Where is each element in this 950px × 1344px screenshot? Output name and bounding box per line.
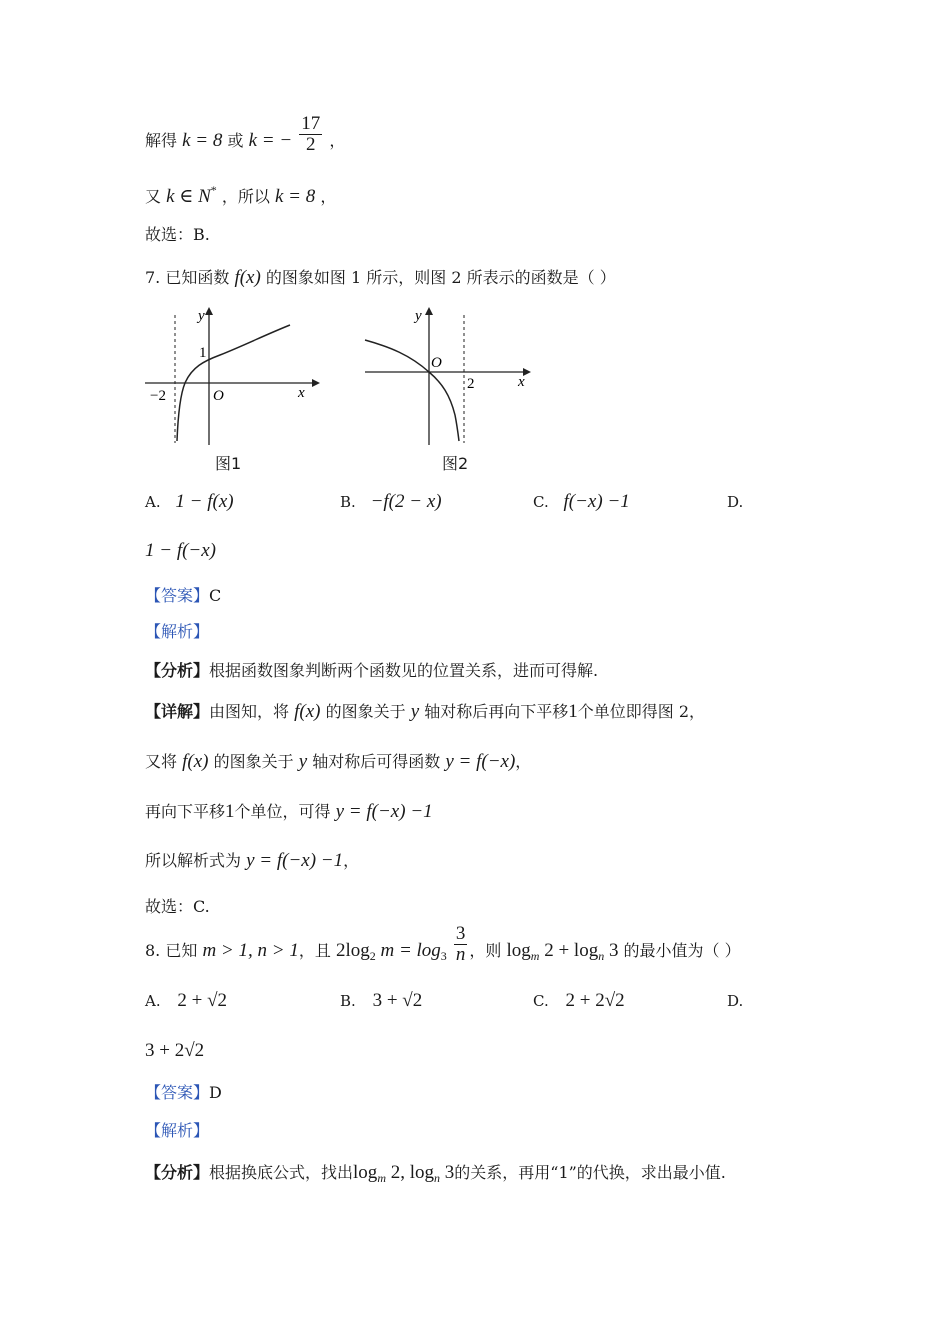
solve-line bbox=[145, 113, 346, 155]
option-expr: 3 + √2 bbox=[372, 990, 423, 1011]
text: 根据换底公式，找出 bbox=[209, 1163, 354, 1182]
text: 轴对称后可得函数 bbox=[312, 752, 441, 771]
text: 的图象关于 bbox=[325, 702, 406, 721]
q8-analysis bbox=[145, 1121, 209, 1141]
q8-answer bbox=[145, 1083, 222, 1103]
answer-value: C bbox=[209, 586, 222, 605]
text: 个单位，可得 bbox=[234, 802, 331, 821]
text: ， bbox=[320, 187, 337, 206]
denominator: 2 bbox=[306, 134, 316, 155]
fenxi-tag: 【分析】 bbox=[145, 1163, 210, 1182]
math: y = f(−x) −1 bbox=[246, 850, 344, 871]
q7-xiangjie-4 bbox=[145, 851, 359, 871]
math: m > 1, n > 1 bbox=[202, 940, 299, 961]
math: 1 bbox=[225, 801, 235, 822]
option-label: B. bbox=[340, 493, 356, 511]
text: ，则 bbox=[469, 941, 502, 960]
q7-option-b bbox=[340, 492, 442, 512]
q8-option-b bbox=[340, 991, 422, 1011]
q8-fenxi bbox=[145, 1163, 726, 1188]
numerator: 3 bbox=[455, 923, 466, 944]
math: 2 + log bbox=[539, 940, 599, 961]
text: 的图象如图 1 所示，则图 2 所表示的函数是（ ） bbox=[265, 268, 616, 287]
text: 又将 bbox=[145, 752, 178, 771]
math: y bbox=[410, 701, 420, 722]
option-label: C. bbox=[533, 992, 549, 1010]
choose-line: 故选：B. bbox=[145, 225, 210, 244]
option-label: C. bbox=[533, 493, 549, 511]
math: k = 8 bbox=[182, 130, 223, 151]
text: ，所以 bbox=[221, 187, 270, 206]
figure-1 bbox=[140, 305, 320, 445]
origin-label: O bbox=[213, 388, 224, 404]
option-expr: 2 + √2 bbox=[177, 990, 228, 1011]
natural-line bbox=[145, 180, 336, 207]
text: 的最小值为（ ） bbox=[623, 941, 741, 960]
text: 个单位即得图 2， bbox=[577, 702, 706, 721]
text: 8. 已知 bbox=[145, 941, 198, 960]
subscript: n bbox=[434, 1171, 441, 1185]
origin-label: O bbox=[431, 355, 442, 371]
math: log bbox=[506, 940, 531, 961]
option-expr: 1 − f(−x) bbox=[145, 540, 217, 561]
option-label: D. bbox=[727, 493, 744, 511]
denominator: n bbox=[455, 944, 466, 965]
option-label: B. bbox=[340, 992, 356, 1010]
q7-option-a bbox=[145, 492, 234, 512]
text: ， bbox=[515, 752, 532, 771]
math: 3 bbox=[604, 940, 619, 961]
math: 2, log bbox=[385, 1162, 435, 1183]
math: 2log bbox=[335, 940, 370, 961]
q8-stem bbox=[145, 923, 741, 966]
y-label: y bbox=[415, 308, 422, 324]
math: k = − bbox=[248, 130, 293, 151]
q7-choose: 故选：C. bbox=[145, 897, 210, 916]
text: 由图知，将 bbox=[209, 702, 290, 721]
text: 轴对称后再向下平移 bbox=[424, 702, 569, 721]
text: 解得 bbox=[145, 131, 178, 150]
q7-xiangjie-2 bbox=[145, 752, 531, 772]
x-label: x bbox=[298, 385, 305, 401]
numerator: 17 bbox=[301, 113, 321, 134]
text: 再向下平移 bbox=[145, 802, 226, 821]
math: k ∈ N bbox=[166, 186, 211, 207]
option-expr: f(−x) −1 bbox=[563, 491, 630, 512]
q8-option-a bbox=[145, 991, 227, 1011]
math: log bbox=[353, 1162, 378, 1183]
q7-option-d-expr bbox=[145, 541, 216, 561]
fenxi-text: 根据函数图象判断两个函数见的位置关系，进而可得解. bbox=[209, 661, 599, 680]
option-expr: 2 + 2√2 bbox=[565, 990, 625, 1011]
text: 的图象关于 bbox=[213, 752, 294, 771]
q7-option-c bbox=[533, 492, 630, 512]
option-label: A. bbox=[145, 992, 161, 1010]
y-label: y bbox=[198, 308, 205, 324]
x-arrow-icon bbox=[312, 379, 320, 387]
option-label: D. bbox=[727, 992, 744, 1010]
math: y = f(−x) −1 bbox=[335, 801, 433, 822]
x-label: x bbox=[518, 374, 525, 390]
math: f(x) bbox=[234, 267, 261, 288]
tick-1: 1 bbox=[199, 345, 207, 361]
answer-value: D bbox=[209, 1083, 222, 1102]
q7-answer bbox=[145, 586, 221, 606]
fraction bbox=[299, 114, 322, 155]
text: ，且 bbox=[298, 941, 331, 960]
subscript: 3 bbox=[440, 949, 447, 963]
analysis-tag: 【解析】 bbox=[145, 1121, 210, 1140]
math: f(x) bbox=[294, 701, 321, 722]
fraction bbox=[454, 924, 468, 965]
tick-neg2: −2 bbox=[150, 388, 166, 404]
superscript: * bbox=[210, 183, 217, 197]
math: y bbox=[298, 751, 308, 772]
math: 1 bbox=[568, 701, 578, 722]
subscript: m bbox=[530, 949, 540, 963]
text: 又 bbox=[145, 187, 162, 206]
math: m = log bbox=[375, 940, 441, 961]
figure-2 bbox=[360, 305, 540, 445]
subscript: m bbox=[377, 1171, 386, 1185]
tick-2: 2 bbox=[467, 376, 475, 392]
option-expr: 3 + 2√2 bbox=[145, 1040, 205, 1061]
math: f(x) bbox=[182, 751, 209, 772]
q7-option-d bbox=[727, 492, 743, 512]
q8-option-d bbox=[727, 991, 743, 1011]
subscript: 2 bbox=[369, 949, 376, 963]
answer-tag: 【答案】 bbox=[145, 1083, 210, 1102]
math: y = f(−x) bbox=[445, 751, 516, 772]
math: k = 8 bbox=[274, 186, 316, 207]
text: 或 bbox=[227, 131, 244, 150]
q7-fenxi bbox=[145, 661, 598, 681]
option-expr: −f(2 − x) bbox=[370, 491, 442, 512]
math: 3 bbox=[440, 1162, 455, 1183]
text: ， bbox=[329, 131, 346, 150]
fenxi-tag: 【分析】 bbox=[145, 661, 210, 680]
answer-tag: 【答案】 bbox=[145, 586, 210, 605]
curve bbox=[365, 340, 459, 441]
option-label: A. bbox=[145, 493, 161, 511]
text: 的关系，再用“1”的代换，求出最小值. bbox=[454, 1163, 726, 1182]
y-arrow-icon bbox=[425, 307, 433, 315]
xiangjie-tag: 【详解】 bbox=[145, 702, 210, 721]
q7-stem bbox=[145, 268, 616, 288]
text: 所以解析式为 bbox=[145, 851, 242, 870]
figure-2-caption: 图2 bbox=[442, 454, 469, 473]
q8-option-d-expr bbox=[145, 1041, 204, 1061]
option-expr: 1 − f(x) bbox=[175, 491, 234, 512]
q7-xiangjie-1 bbox=[145, 702, 705, 722]
text: 7. 已知函数 bbox=[145, 268, 230, 287]
q7-analysis bbox=[145, 622, 209, 642]
q7-xiangjie-3 bbox=[145, 802, 433, 822]
subscript: n bbox=[598, 949, 605, 963]
figure-1-caption: 图1 bbox=[215, 454, 242, 473]
q8-option-c bbox=[533, 991, 625, 1011]
y-arrow-icon bbox=[205, 307, 213, 315]
text: ， bbox=[343, 851, 360, 870]
analysis-tag: 【解析】 bbox=[145, 622, 210, 641]
